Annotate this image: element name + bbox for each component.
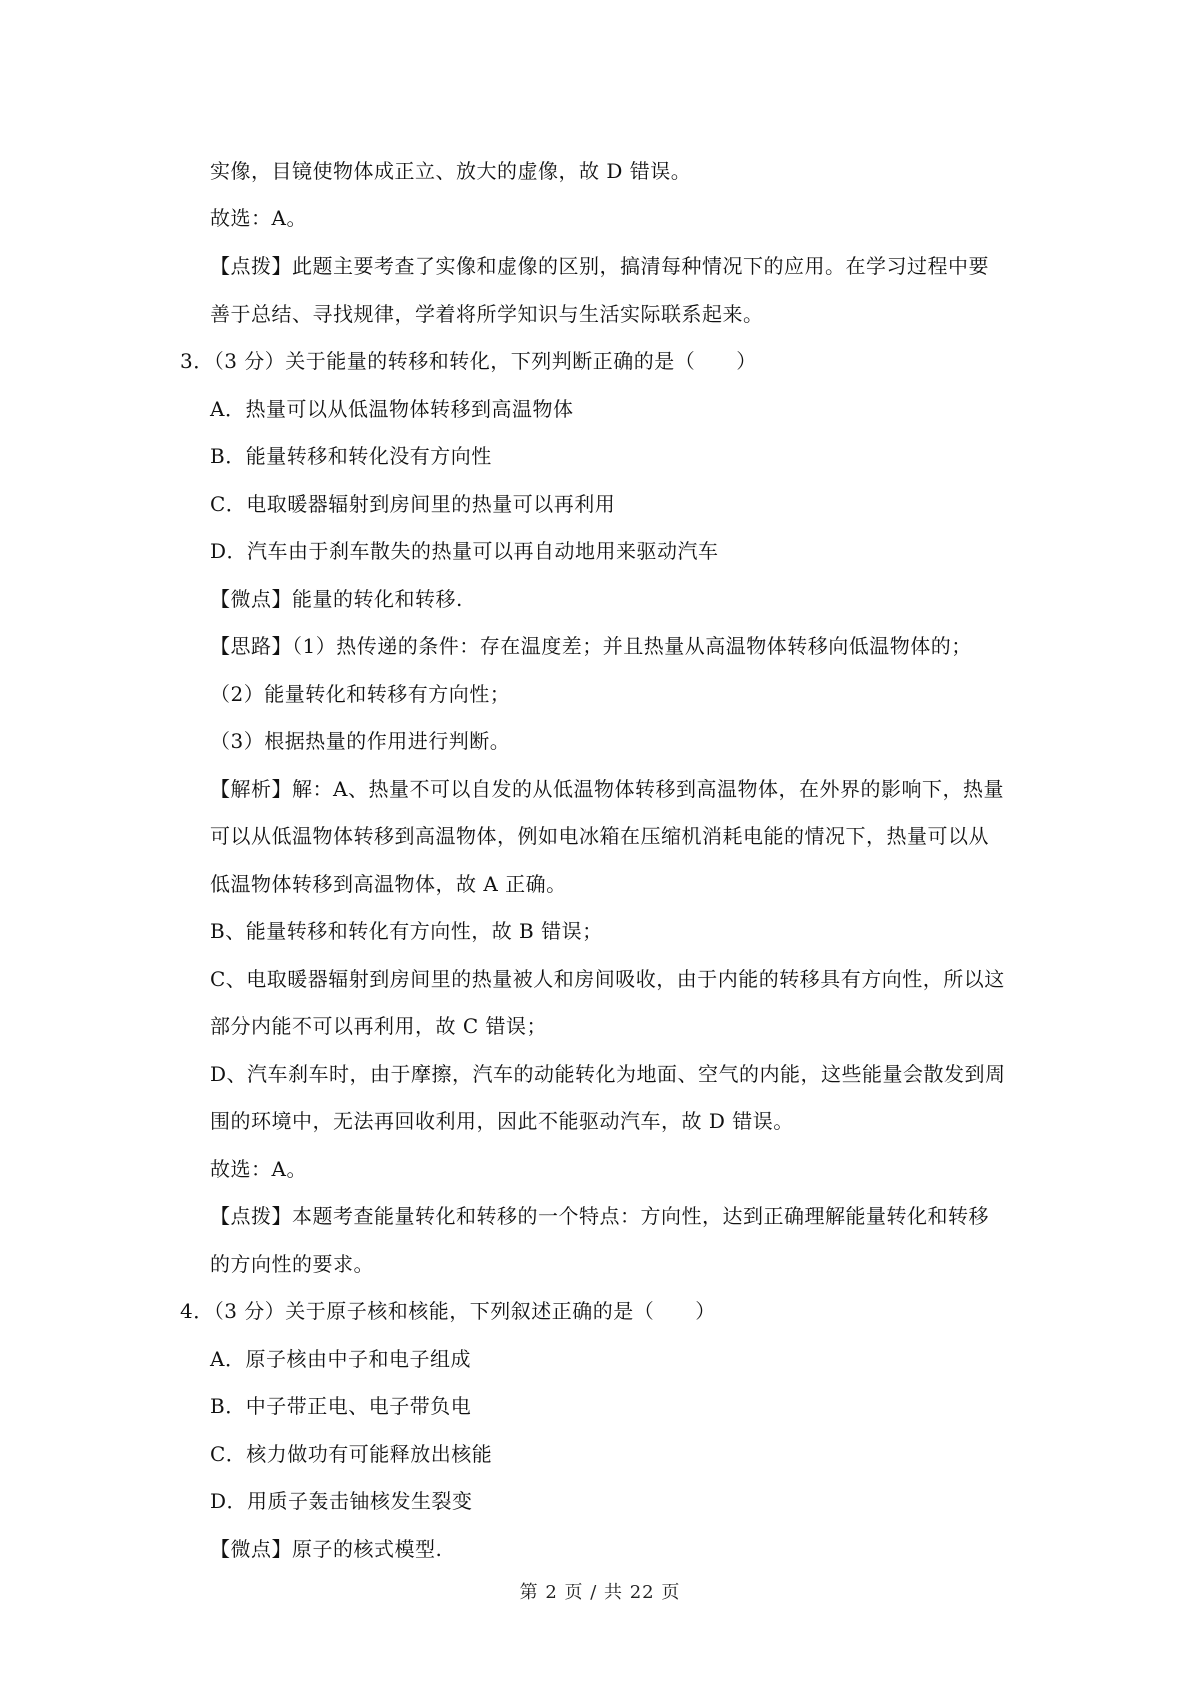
text-line: 【微点】原子的核式模型. bbox=[210, 1537, 443, 1561]
text-line: 【点拨】此题主要考查了实像和虚像的区别，搞清每种情况下的应用。在学习过程中要 bbox=[210, 254, 989, 278]
page-footer: 第 2 页 / 共 22 页 bbox=[519, 1582, 681, 1603]
text-line: 故选：A。 bbox=[210, 206, 307, 230]
text-line: （3）根据热量的作用进行判断。 bbox=[210, 729, 511, 753]
text-line: 【点拨】本题考查能量转化和转移的一个特点：方向性，达到正确理解能量转化和转移 bbox=[210, 1204, 989, 1228]
question-4-option-c: C．核力做功有可能释放出核能 bbox=[210, 1442, 493, 1466]
text-line: 低温物体转移到高温物体，故 A 正确。 bbox=[210, 872, 567, 896]
text-line: 故选：A。 bbox=[210, 1157, 307, 1181]
text-line: 【解析】解：A、热量不可以自发的从低温物体转移到高温物体，在外界的影响下，热量 bbox=[210, 777, 1004, 801]
text-line: 围的环境中，无法再回收利用，因此不能驱动汽车，故 D 错误。 bbox=[210, 1109, 794, 1133]
text-line: C、电取暖器辐射到房间里的热量被人和房间吸收，由于内能的转移具有方向性，所以这 bbox=[210, 967, 1005, 991]
text-line: D、汽车刹车时，由于摩擦，汽车的动能转化为地面、空气的内能，这些能量会散发到周 bbox=[210, 1062, 1006, 1086]
text-line: 实像，目镜使物体成正立、放大的虚像，故 D 错误。 bbox=[210, 159, 692, 183]
text-line: 的方向性的要求。 bbox=[210, 1252, 374, 1276]
text-line: 【微点】能量的转化和转移. bbox=[210, 587, 463, 611]
question-4-option-a: A．原子核由中子和电子组成 bbox=[210, 1347, 471, 1371]
text-line: B、能量转移和转化有方向性，故 B 错误； bbox=[210, 919, 603, 943]
question-4-option-d: D．用质子轰击铀核发生裂变 bbox=[210, 1489, 473, 1513]
text-line: 部分内能不可以再利用，故 C 错误； bbox=[210, 1014, 548, 1038]
question-3-option-b: B．能量转移和转化没有方向性 bbox=[210, 444, 492, 468]
text-line: （2）能量转化和转移有方向性； bbox=[210, 682, 511, 706]
text-line: 【思路】（1）热传递的条件：存在温度差；并且热量从高温物体转移向低温物体的； bbox=[210, 634, 972, 658]
question-4-option-b: B．中子带正电、电子带负电 bbox=[210, 1394, 472, 1418]
question-3-option-a: A．热量可以从低温物体转移到高温物体 bbox=[210, 397, 574, 421]
question-3-option-c: C．电取暖器辐射到房间里的热量可以再利用 bbox=[210, 492, 616, 516]
question-4-stem: 4．（3 分）关于原子核和核能，下列叙述正确的是（ ） bbox=[180, 1299, 716, 1323]
text-line: 善于总结、寻找规律，学着将所学知识与生活实际联系起来。 bbox=[210, 302, 764, 326]
question-3-stem: 3．（3 分）关于能量的转移和转化，下列判断正确的是（ ） bbox=[180, 349, 757, 373]
question-3-option-d: D．汽车由于刹车散失的热量可以再自动地用来驱动汽车 bbox=[210, 539, 719, 563]
text-line: 可以从低温物体转移到高温物体，例如电冰箱在压缩机消耗电能的情况下，热量可以从 bbox=[210, 824, 989, 848]
